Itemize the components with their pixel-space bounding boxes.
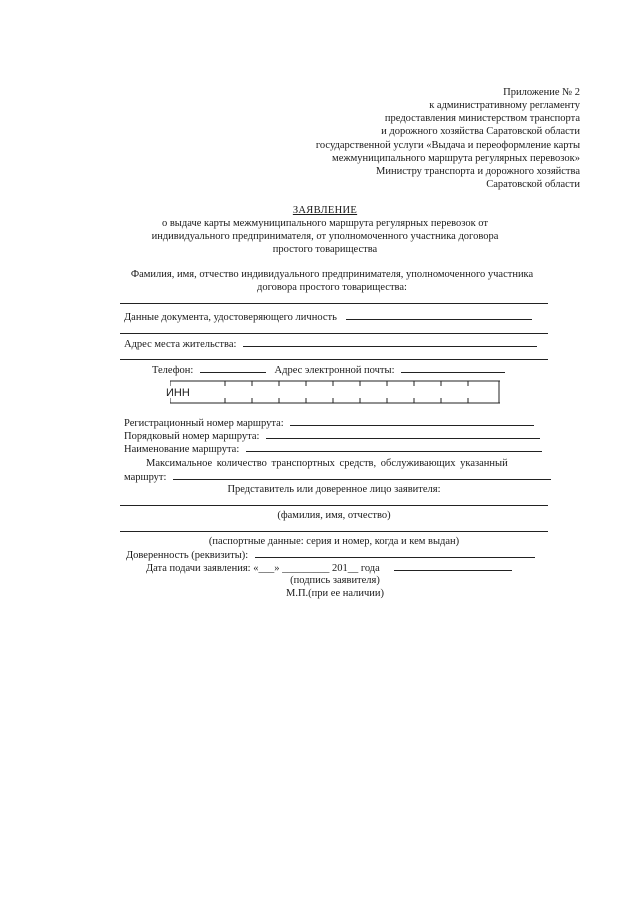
title-line-1: о выдаче карты межмуниципального маршрута регулярных перевозок от xyxy=(161,218,489,230)
phone-field[interactable] xyxy=(200,363,266,373)
header-line-2: к административному регламенту xyxy=(429,100,580,112)
address-row xyxy=(124,337,537,351)
reg-number-field[interactable] xyxy=(290,416,534,426)
id-document-field[interactable] xyxy=(346,310,532,320)
fio-label xyxy=(108,268,556,294)
passport-field[interactable] xyxy=(120,531,548,532)
inn-label: ИНН xyxy=(166,387,190,399)
header-line-5: государственной услуги «Выдача и переоформление карты xyxy=(315,139,580,151)
power-of-attorney-row xyxy=(126,548,535,562)
header-line-3: предоставления министерством транспорта xyxy=(384,113,580,125)
header-line-8: Саратовской области xyxy=(486,178,580,190)
route-name-label: Наименование маршрута: xyxy=(124,444,240,455)
representative-fio-field[interactable] xyxy=(120,505,548,506)
id-document-field-2[interactable] xyxy=(120,333,548,334)
phone-label: Телефон: xyxy=(152,365,194,376)
title-line-3: простого товарищества xyxy=(272,244,378,256)
header-line-4: и дорожного хозяйства Саратовской области xyxy=(381,126,580,138)
address-label: Адрес места жительства: xyxy=(124,339,237,350)
stamp-caption: М.П.(при ее наличии) xyxy=(286,588,384,599)
vehicles-row xyxy=(124,470,551,484)
id-document-label: Данные документа, удостоверяющего личность xyxy=(124,312,337,323)
seq-number-field[interactable] xyxy=(266,429,540,439)
inn-cells[interactable] xyxy=(170,380,500,404)
route-name-field[interactable] xyxy=(246,442,542,452)
signature-caption: (подпись заявителя) xyxy=(290,575,380,586)
fio-label-line-1: Фамилия, имя, отчество индивидуального предпринимателя, уполномоченного участника xyxy=(130,269,534,280)
reg-number-row xyxy=(124,416,534,430)
fio-label-line-2: договора простого товарищества: xyxy=(257,282,407,294)
date-label: Дата подачи заявления: «___» _________ 201__ года xyxy=(146,563,380,574)
header-line-7: Министру транспорта и дорожного хозяйства xyxy=(376,165,580,177)
email-label: Адрес электронной почты: xyxy=(274,365,395,376)
power-of-attorney-label: Доверенность (реквизиты): xyxy=(126,550,249,561)
appendix-header xyxy=(250,86,580,191)
date-row xyxy=(146,561,512,575)
title-heading: ЗАЯВЛЕНИЕ xyxy=(292,205,358,216)
seq-number-row xyxy=(124,429,540,443)
fio-caption: (фамилия, имя, отчество) xyxy=(277,510,391,521)
header-line-6: межмуниципального маршрута регулярных перевозок» xyxy=(332,152,580,164)
header-line-1: Приложение № 2 xyxy=(503,87,580,98)
power-of-attorney-field[interactable] xyxy=(255,548,535,558)
fio-field[interactable] xyxy=(120,303,548,304)
passport-caption: (паспортные данные: серия и номер, когда и кем выдан) xyxy=(208,536,460,547)
route-name-row xyxy=(124,442,542,456)
address-field-2[interactable] xyxy=(120,359,548,360)
vehicles-label-row xyxy=(146,457,508,470)
contacts-row xyxy=(152,363,505,377)
signature-field[interactable] xyxy=(394,561,512,571)
address-field[interactable] xyxy=(243,337,537,347)
reg-number-label: Регистрационный номер маршрута: xyxy=(124,418,284,429)
representative-label: Представитель или доверенное лицо заявителя: xyxy=(227,484,441,495)
title-line-2: индивидуального предпринимателя, от уполномоченного участника договора xyxy=(151,231,499,243)
email-field[interactable] xyxy=(401,363,505,373)
document-title xyxy=(110,204,540,257)
vehicles-label-line-2: маршрут: xyxy=(124,472,167,483)
id-document-row xyxy=(124,310,532,324)
vehicles-label-line-1: Максимальное количество транспортных средств, обслуживающих указанный xyxy=(146,458,508,469)
vehicles-field[interactable] xyxy=(173,470,551,480)
seq-number-label: Порядковый номер маршрута: xyxy=(124,431,260,442)
